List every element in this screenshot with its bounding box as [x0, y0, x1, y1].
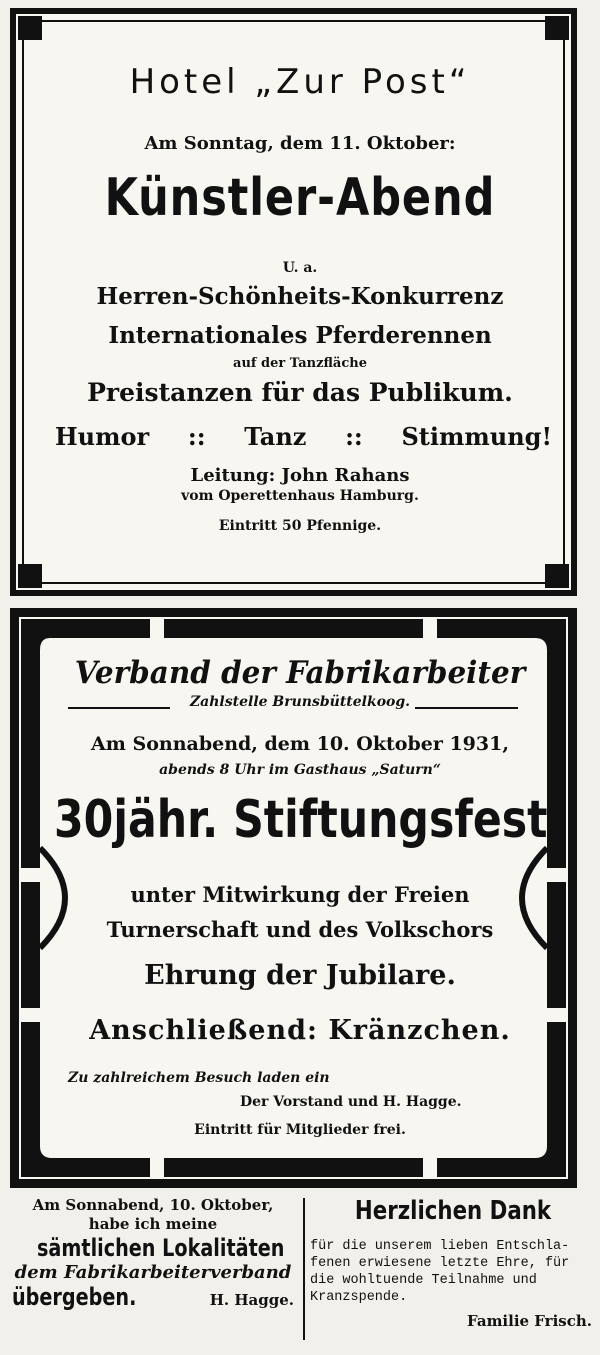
notice-line: dem Fabrikarbeiterverband: [14, 1262, 292, 1283]
notice-hagge: [8, 1196, 298, 1311]
corner-ornament: [545, 564, 569, 588]
event-time-place: abends 8 Uhr im Gasthaus „Saturn“: [159, 762, 441, 778]
venue-heading: Hotel „Zur Post“: [129, 62, 471, 102]
cooperation-line: unter Mitwirkung der Freien: [130, 882, 470, 907]
motto-separator: ::: [187, 422, 206, 451]
leader-origin: vom Operettenhaus Hamburg.: [181, 488, 419, 504]
program-note: auf der Tanzfläche: [233, 356, 367, 371]
notice-highlight: sämtlichen Lokalitäten: [37, 1234, 285, 1262]
notice-line: Am Sonnabend, 10. Oktober,: [32, 1196, 274, 1214]
leader-line: Leitung: John Rahans: [190, 465, 410, 486]
program-item: Internationales Pferderennen: [108, 322, 492, 349]
motto-word: Tanz: [244, 422, 307, 451]
notice-signature: H. Hagge.: [209, 1291, 294, 1309]
honor-line: Ehrung der Jubilare.: [144, 960, 456, 991]
thanks-body: [310, 1238, 596, 1306]
event-date: Am Sonntag, dem 11. Oktober:: [144, 133, 456, 154]
program-item: Herren-Schönheits-Konkurrenz: [96, 283, 504, 310]
notice-thanks: [310, 1196, 596, 1330]
thanks-body-line: die wohltuende Teilnahme und: [310, 1273, 537, 1288]
event-date: Am Sonnabend, dem 10. Oktober 1931,: [91, 733, 509, 755]
corner-ornament: [18, 16, 42, 40]
event-title: 30jähr. Stiftungsfest: [54, 790, 548, 850]
motto-line: [55, 422, 552, 451]
thanks-body-line: für die unserem lieben Entschla-: [310, 1239, 570, 1254]
after-line: Anschließend: Kränzchen.: [89, 1015, 511, 1046]
cooperation-line: Turnerschaft und des Volkschors: [106, 917, 494, 942]
signature-line: Der Vorstand und H. Hagge.: [240, 1094, 462, 1110]
corner-ornament: [545, 16, 569, 40]
thanks-body-line: fenen erwiesene letzte Ehre, für: [310, 1256, 570, 1271]
column-divider: [303, 1198, 305, 1340]
corner-ornament: [18, 564, 42, 588]
motto-separator: ::: [345, 422, 363, 451]
program-item: Preistanzen für das Publikum.: [87, 378, 513, 407]
thanks-signature: Familie Frisch.: [467, 1312, 592, 1330]
org-branch: Zahlstelle Brunsbüttelkoog.: [189, 694, 411, 710]
motto-word: Humor: [55, 422, 150, 451]
entry-line: Eintritt für Mitglieder frei.: [194, 1122, 406, 1138]
invite-line: Zu zahlreichem Besuch laden ein: [68, 1070, 330, 1086]
entry-price: Eintritt 50 Pfennige.: [218, 518, 382, 534]
motto-word: Stimmung!: [401, 422, 552, 451]
thanks-body-line: Kranzspende.: [310, 1290, 408, 1305]
notice-highlight: übergeben.: [12, 1283, 137, 1311]
ua-label: U. a.: [282, 260, 318, 276]
org-name: Verband der Fabrikarbeiter: [74, 655, 526, 691]
event-title: Künstler-Abend: [104, 168, 496, 228]
notice-line: habe ich meine: [88, 1215, 218, 1233]
thanks-title: Herzlichen Dank: [354, 1196, 552, 1226]
